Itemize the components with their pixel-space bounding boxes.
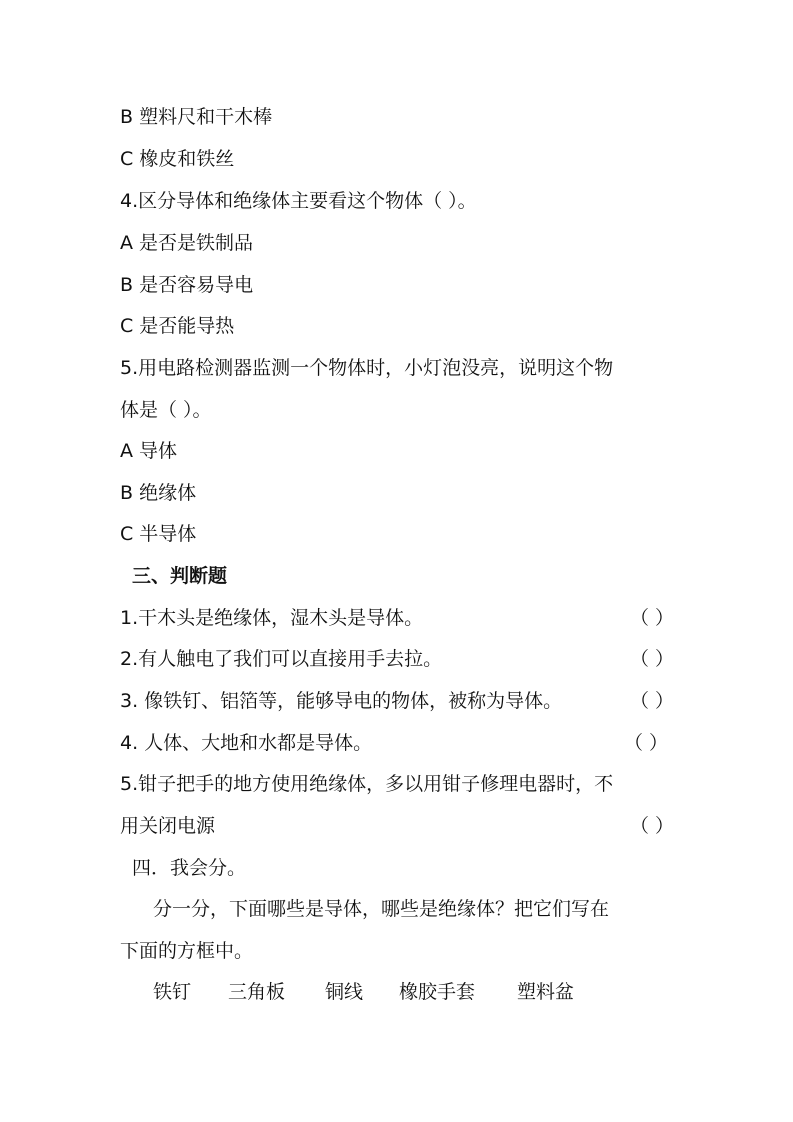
- option-5b: B 绝缘体: [120, 482, 197, 504]
- judge-item-1: 1.干木头是绝缘体，湿木头是导体。: [120, 607, 424, 629]
- judge-blank-1: （ ）: [630, 607, 675, 629]
- option-5c: C 半导体: [120, 523, 197, 545]
- judge-blank-5: （ ）: [630, 815, 675, 837]
- option-5a: A 导体: [120, 440, 178, 462]
- option-4c: C 是否能导热: [120, 315, 235, 337]
- question-4: 4.区分导体和绝缘体主要看这个物体（ ）。: [120, 190, 477, 212]
- word-item: 塑料盆: [517, 981, 575, 1003]
- judge-blank-2: （ ）: [630, 648, 675, 670]
- judge-item-2: 2.有人触电了我们可以直接用手去拉。: [120, 648, 443, 670]
- option-4b: B 是否容易导电: [120, 274, 254, 296]
- judge-item-5-line-2: 用关闭电源: [120, 815, 216, 837]
- option-3b: B 塑料尺和干木棒: [120, 106, 273, 128]
- word-list: [153, 980, 597, 1004]
- option-3c: C 橡皮和铁丝: [120, 148, 235, 170]
- section-4-instruction-line-2: 下面的方框中。: [120, 940, 254, 962]
- question-5-line-1: 5.用电路检测器监测一个物体时，小灯泡没亮，说明这个物: [120, 357, 614, 379]
- judge-item-3: 3. 像铁钉、铝箔等，能够导电的物体，被称为导体。: [120, 690, 563, 712]
- question-5-line-2: 体是（ ）。: [120, 399, 212, 421]
- word-item: 三角板: [228, 981, 286, 1003]
- section-4-instruction-line-1: 分一分，下面哪些是导体，哪些是绝缘体？把它们写在: [153, 898, 610, 920]
- section-3-heading: 三、判断题: [132, 565, 228, 587]
- section-4-heading: 四．我会分。: [132, 857, 247, 879]
- judge-item-5-line-1: 5.钳子把手的地方使用绝缘体，多以用钳子修理电器时，不: [120, 773, 614, 795]
- option-4a: A 是否是铁制品: [120, 232, 254, 254]
- word-item: 橡胶手套: [399, 981, 476, 1003]
- judge-item-4: 4. 人体、大地和水都是导体。: [120, 732, 373, 754]
- judge-blank-3: （ ）: [630, 690, 675, 712]
- word-item: 铁钉: [153, 981, 192, 1003]
- word-item: 铜线: [325, 981, 364, 1003]
- judge-blank-4: （ ）: [624, 732, 669, 754]
